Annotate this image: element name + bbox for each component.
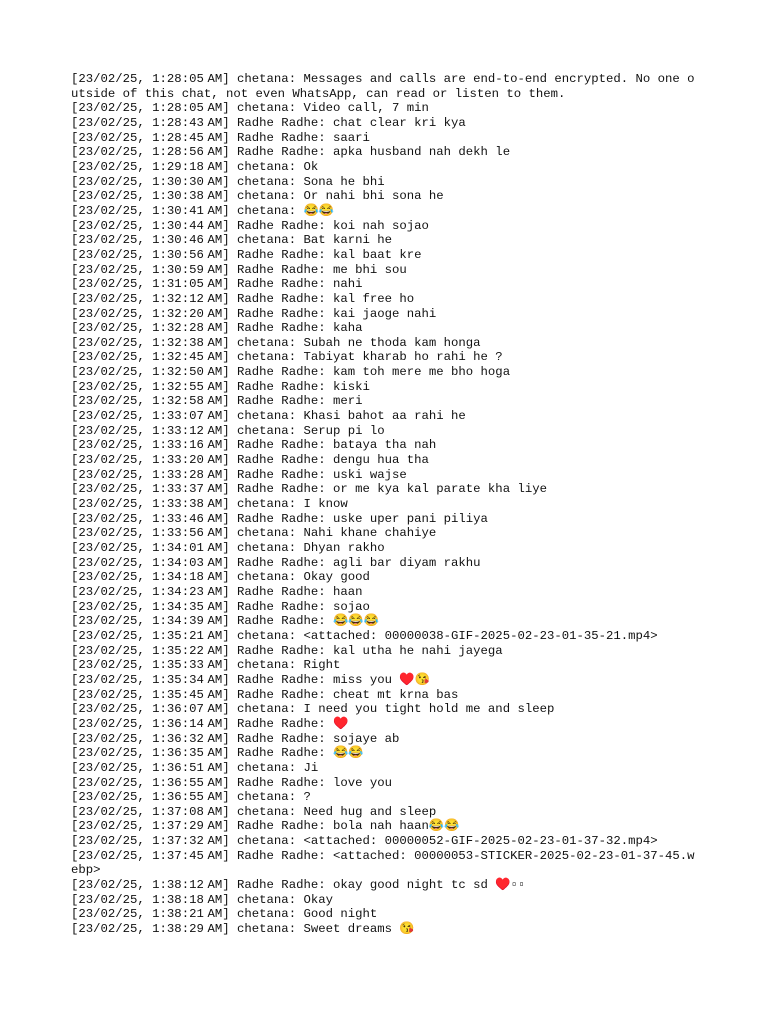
chat-message-line: [23/02/25, 1:36:07 AM] chetana: I need you tight hold me and sleep [71,702,555,717]
chat-message-line: [23/02/25, 1:37:32 AM] chetana: <attached: 00000052-GIF-2025-02-23-01-37-32.mp4> [71,834,658,849]
chat-message-line: [23/02/25, 1:36:35 AM] Radhe Radhe: 😂😂 [71,746,364,761]
chat-message-line: [23/02/25, 1:32:20 AM] Radhe Radhe: kai jaoge nahi [71,306,437,321]
chat-message-line: [23/02/25, 1:28:05 AM] chetana: Messages and calls are end-to-end encrypted. No one outside of this chat, not even WhatsApp, can read or listen to them. [71,72,695,101]
chat-message-line: [23/02/25, 1:36:32 AM] Radhe Radhe: sojaye ab [71,731,400,746]
chat-message-line: [23/02/25, 1:38:12 AM] Radhe Radhe: okay good night tc sd ♥️▫▫ [71,878,526,893]
chat-message-line: [23/02/25, 1:37:45 AM] Radhe Radhe: <attached: 00000053-STICKER-2025-02-23-01-37-45.webp> [71,848,695,878]
chat-message-line: [23/02/25, 1:32:12 AM] Radhe Radhe: kal free ho [71,291,415,306]
chat-message-line: [23/02/25, 1:30:30 AM] chetana: Sona he bhi [71,174,385,189]
chat-message-line: [23/02/25, 1:34:39 AM] Radhe Radhe: 😂😂😂 [71,614,379,629]
chat-message-line: [23/02/25, 1:38:18 AM] chetana: Okay [71,892,333,907]
chat-message-line: [23/02/25, 1:30:38 AM] chetana: Or nahi bhi sona he [71,189,444,204]
chat-message-line: [23/02/25, 1:33:28 AM] Radhe Radhe: uski wajse [71,467,407,482]
chat-message-line: [23/02/25, 1:28:56 AM] Radhe Radhe: apka husband nah dekh le [71,145,511,160]
chat-message-line: [23/02/25, 1:33:16 AM] Radhe Radhe: bataya tha nah [71,438,437,453]
chat-message-line: [23/02/25, 1:28:05 AM] chetana: Video call, 7 min [71,101,429,116]
chat-message-line: [23/02/25, 1:28:45 AM] Radhe Radhe: saari [71,130,370,145]
chat-message-line: [23/02/25, 1:34:18 AM] chetana: Okay good [71,570,370,585]
chat-message-line: [23/02/25, 1:32:55 AM] Radhe Radhe: kiski [71,379,370,394]
chat-message-line: [23/02/25, 1:36:55 AM] Radhe Radhe: love you [71,775,393,790]
chat-message-line: [23/02/25, 1:33:07 AM] chetana: Khasi bahot aa rahi he [71,409,466,424]
chat-message-line: [23/02/25, 1:34:35 AM] Radhe Radhe: sojao [71,599,370,614]
chat-message-line: [23/02/25, 1:30:59 AM] Radhe Radhe: me bhi sou [71,262,407,277]
chat-message-line: [23/02/25, 1:38:29 AM] chetana: Sweet dreams 😘 [71,922,415,937]
chat-message-line: [23/02/25, 1:35:45 AM] Radhe Radhe: cheat mt krna bas [71,687,459,702]
chat-message-line: [23/02/25, 1:29:18 AM] chetana: Ok [71,159,319,174]
chat-message-line: [23/02/25, 1:35:21 AM] chetana: <attached: 00000038-GIF-2025-02-23-01-35-21.mp4> [71,628,658,643]
chat-message-line: [23/02/25, 1:36:51 AM] chetana: Ji [71,760,319,775]
chat-message-line: [23/02/25, 1:30:44 AM] Radhe Radhe: koi nah sojao [71,218,429,233]
chat-message-line: [23/02/25, 1:34:03 AM] Radhe Radhe: agli bar diyam rakhu [71,555,481,570]
chat-message-line: [23/02/25, 1:32:58 AM] Radhe Radhe: meri [71,394,363,409]
chat-message-line: [23/02/25, 1:28:43 AM] Radhe Radhe: chat clear kri kya [71,115,466,130]
chat-message-line: [23/02/25, 1:34:01 AM] chetana: Dhyan rakho [71,541,385,555]
chat-message-line: [23/02/25, 1:30:56 AM] Radhe Radhe: kal baat kre [71,247,422,262]
chat-message-line: [23/02/25, 1:37:29 AM] Radhe Radhe: bola nah haan😂😂 [71,819,460,834]
chat-message-line: [23/02/25, 1:35:33 AM] chetana: Right [71,658,341,673]
chat-message-line: [23/02/25, 1:32:38 AM] chetana: Subah ne thoda kam honga [71,335,481,350]
chat-message-line: [23/02/25, 1:30:41 AM] chetana: 😂😂 [71,203,335,218]
chat-message-line: [23/02/25, 1:37:08 AM] chetana: Need hug and sleep [71,804,437,819]
chat-message-line: [23/02/25, 1:30:46 AM] chetana: Bat karni he [71,233,393,248]
chat-message-line: [23/02/25, 1:35:34 AM] Radhe Radhe: miss you ♥️😘 [71,672,431,687]
chat-message-line: [23/02/25, 1:38:21 AM] chetana: Good night [71,907,378,922]
chat-message-line: [23/02/25, 1:33:12 AM] chetana: Serup pi lo [71,423,385,438]
chat-message-line: [23/02/25, 1:33:37 AM] Radhe Radhe: or me kya kal parate kha liye [71,482,547,497]
chat-message-line: [23/02/25, 1:33:56 AM] chetana: Nahi khane chahiye [71,526,437,541]
chat-message-line: [23/02/25, 1:33:38 AM] chetana: I know [71,497,348,512]
chat-message-line: [23/02/25, 1:32:45 AM] chetana: Tabiyat kharab ho rahi he ? [71,350,503,365]
chat-message-line: [23/02/25, 1:35:22 AM] Radhe Radhe: kal utha he nahi jayega [71,643,503,658]
chat-message-line: [23/02/25, 1:33:20 AM] Radhe Radhe: dengu hua tha [71,453,429,468]
chat-transcript [71,72,701,937]
chat-message-line: [23/02/25, 1:36:14 AM] Radhe Radhe: ♥️ [71,716,349,731]
chat-message-line: [23/02/25, 1:33:46 AM] Radhe Radhe: uske uper pani piliya [71,511,488,526]
chat-message-line: [23/02/25, 1:32:50 AM] Radhe Radhe: kam toh mere me bho hoga [71,365,511,380]
chat-message-line: [23/02/25, 1:34:23 AM] Radhe Radhe: haan [71,584,363,599]
chat-message-line: [23/02/25, 1:32:28 AM] Radhe Radhe: kaha [71,321,363,336]
chat-message-line: [23/02/25, 1:31:05 AM] Radhe Radhe: nahi [71,277,363,292]
chat-message-line: [23/02/25, 1:36:55 AM] chetana: ? [71,790,311,805]
